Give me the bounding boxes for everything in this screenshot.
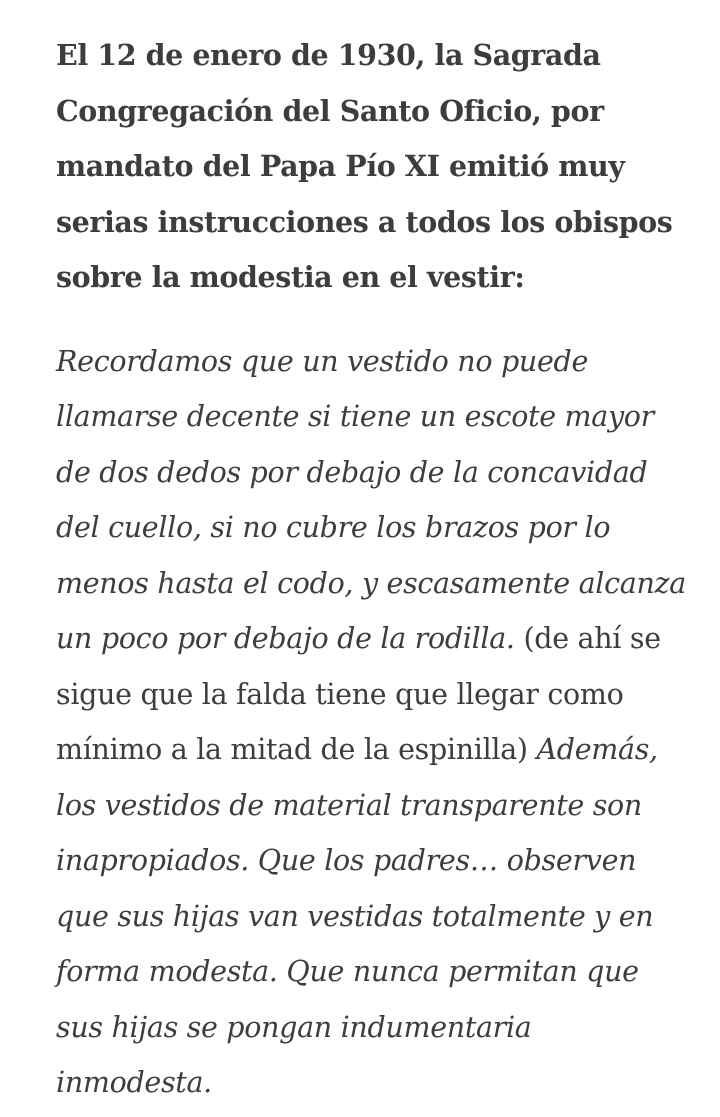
- quoted-instruction-paragraph: [56, 334, 686, 1111]
- quote-plain-note: (de ahí se sigue que la falda tiene que llegar como mínimo a la mitad de la espinilla): [56, 622, 661, 767]
- quote-italic-part-2: Además, los vestidos de material transparente son inapropiados. Que los padres… observen que sus hijas van vestidas totalmente y en forma modesta. Que nunca permitan que sus hijas se pongan indumentaria inmodesta.: [56, 733, 658, 1100]
- quote-italic-part-1: Recordamos que un vestido no puede llamarse decente si tiene un escote mayor de dos dedos por debajo de la concavidad del cuello, si no cubre los brazos por lo menos hasta el codo, y escasamente alcanza un poco por debajo de la rodilla.: [56, 344, 686, 656]
- article-body: [56, 28, 686, 1111]
- lead-paragraph: El 12 de enero de 1930, la Sagrada Congregación del Santo Oficio, por mandato del Papa Pío XI emitió muy serias instrucciones a todos los obispos sobre la modestia en el vestir:: [56, 38, 673, 295]
